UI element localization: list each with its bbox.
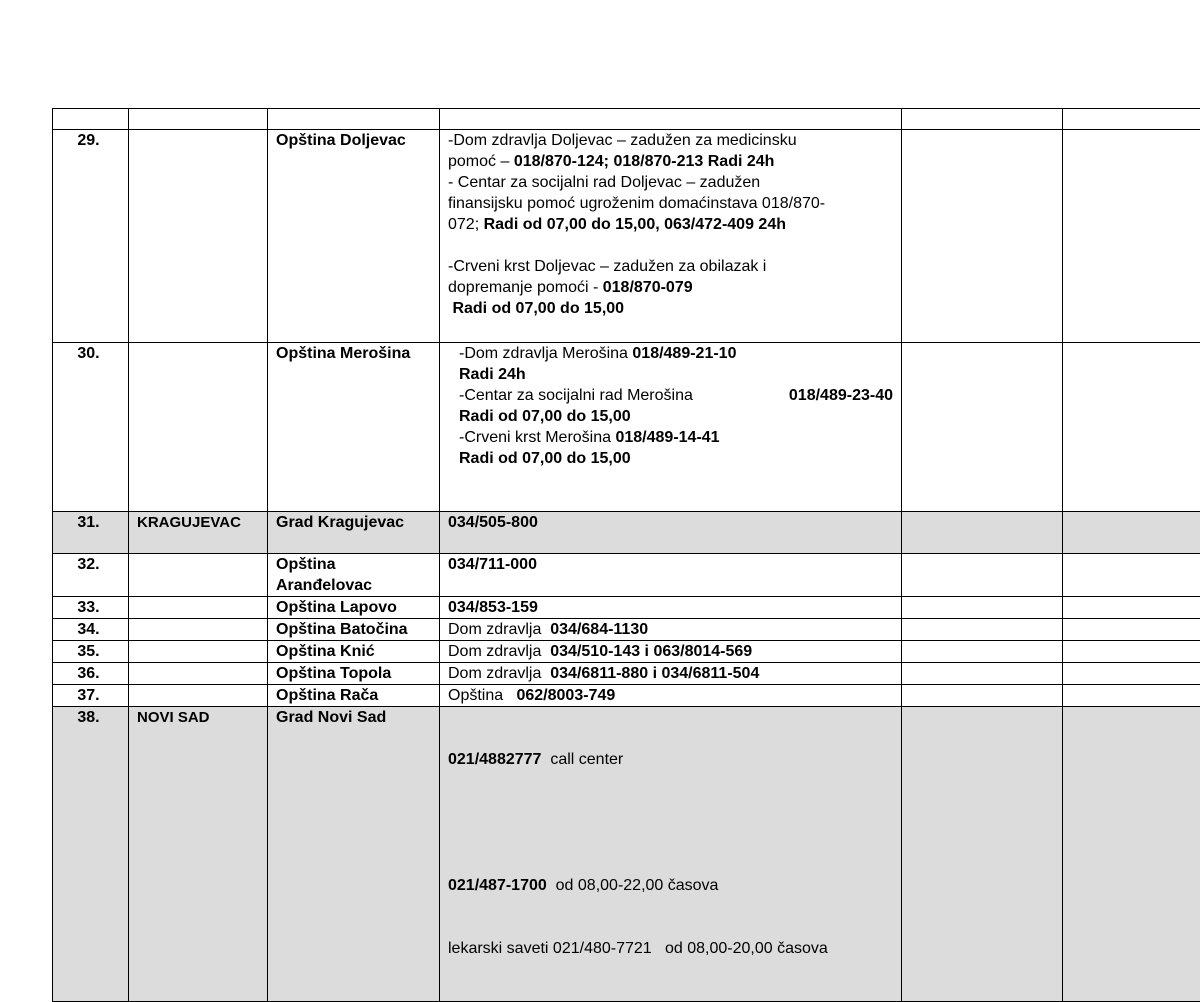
info-line: dopremanje pomoći - 018/870-079 bbox=[448, 277, 893, 298]
municipality-name: Opština Batočina bbox=[268, 619, 440, 641]
info-prefix: Dom zdravlja bbox=[448, 665, 550, 682]
phone-number: 062/8003-749 bbox=[516, 687, 615, 704]
contact-table bbox=[52, 108, 1200, 1002]
cell-empty bbox=[1063, 130, 1200, 343]
phone-number: 018/489-21-10 bbox=[632, 345, 736, 362]
info-prefix: Dom zdravlja bbox=[448, 621, 550, 638]
municipality-name: Opština Rača bbox=[268, 685, 440, 707]
cell-empty bbox=[440, 109, 902, 130]
region-name bbox=[129, 685, 268, 707]
row-number: 30. bbox=[53, 343, 129, 512]
table-row bbox=[53, 597, 1200, 619]
row-number: 37. bbox=[53, 685, 129, 707]
cell-empty bbox=[1063, 554, 1200, 597]
cell-empty bbox=[902, 130, 1063, 343]
info-prefix: Dom zdravlja bbox=[448, 643, 550, 660]
phone-number: 021/4882777 bbox=[448, 751, 541, 768]
info-line: 021/4882777 call center bbox=[448, 749, 893, 770]
cell-empty bbox=[1063, 663, 1200, 685]
working-hours: Radi od 07,00 do 15,00, 063/472-409 24h bbox=[484, 216, 786, 233]
contact-info bbox=[440, 343, 902, 512]
phone-number: 034/505-800 bbox=[440, 512, 902, 554]
row-number: 35. bbox=[53, 641, 129, 663]
cell-empty bbox=[1063, 343, 1200, 512]
phone-number: 034/853-159 bbox=[440, 597, 902, 619]
region-name bbox=[129, 343, 268, 512]
cell-empty bbox=[902, 641, 1063, 663]
contact-info bbox=[440, 663, 902, 685]
cell-empty bbox=[902, 685, 1063, 707]
phone-number: 034/684-1130 bbox=[550, 621, 648, 638]
cell-empty bbox=[129, 109, 268, 130]
cell-empty bbox=[902, 619, 1063, 641]
cell-empty bbox=[902, 597, 1063, 619]
row-number: 34. bbox=[53, 619, 129, 641]
phone-number: 021/487-1700 bbox=[448, 877, 547, 894]
contact-info bbox=[440, 130, 902, 343]
region-name bbox=[129, 130, 268, 343]
cell-empty bbox=[53, 109, 129, 130]
phone-number: 018/489-14-41 bbox=[615, 429, 719, 446]
row-number: 31. bbox=[53, 512, 129, 554]
contact-info bbox=[440, 641, 902, 663]
row-number: 38. bbox=[53, 707, 129, 1002]
cell-empty bbox=[1063, 619, 1200, 641]
info-line: 072; Radi od 07,00 do 15,00, 063/472-409 24h bbox=[448, 214, 893, 235]
info-line: - Centar za socijalni rad Doljevac – zadužen bbox=[448, 172, 893, 193]
table-row bbox=[53, 685, 1200, 707]
cell-empty bbox=[1063, 685, 1200, 707]
table-row bbox=[53, 663, 1200, 685]
contact-info bbox=[440, 685, 902, 707]
region-name bbox=[129, 597, 268, 619]
phone-number: 018/489-23-40 bbox=[789, 385, 893, 406]
region-name bbox=[129, 663, 268, 685]
cell-empty bbox=[902, 512, 1063, 554]
region-name bbox=[129, 619, 268, 641]
contact-info bbox=[440, 707, 902, 1002]
cell-empty bbox=[902, 109, 1063, 130]
municipality-name: Opština Knić bbox=[268, 641, 440, 663]
info-line: -Dom zdravlja Merošina 018/489-21-10 bbox=[459, 343, 893, 364]
phone-number: 018/870-079 bbox=[603, 279, 693, 296]
municipality-name: Opština Topola bbox=[268, 663, 440, 685]
info-prefix: Opština bbox=[448, 687, 516, 704]
working-hours: Radi od 07,00 do 15,00 bbox=[459, 448, 893, 469]
working-hours: Radi od 07,00 do 15,00 bbox=[459, 406, 893, 427]
region-name: KRAGUJEVAC bbox=[129, 512, 268, 554]
row-number: 29. bbox=[53, 130, 129, 343]
cell-empty bbox=[902, 554, 1063, 597]
info-line: -Crveni krst Merošina 018/489-14-41 bbox=[459, 427, 893, 448]
region-name bbox=[129, 641, 268, 663]
info-line: -Dom zdravlja Doljevac – zadužen za medicinsku bbox=[448, 130, 893, 151]
working-hours: Radi od 07,00 do 15,00 bbox=[448, 298, 893, 319]
phone-number: 034/711-000 bbox=[440, 554, 902, 597]
cell-empty bbox=[902, 707, 1063, 1002]
row-number: 36. bbox=[53, 663, 129, 685]
cell-empty bbox=[902, 343, 1063, 512]
row-number: 33. bbox=[53, 597, 129, 619]
municipality-name: Grad Novi Sad bbox=[268, 707, 440, 1002]
cell-empty bbox=[1063, 512, 1200, 554]
municipality-name: Opština Merošina bbox=[268, 343, 440, 512]
table-row bbox=[53, 641, 1200, 663]
contact-info bbox=[440, 619, 902, 641]
municipality-name: Opština Lapovo bbox=[268, 597, 440, 619]
phone-number: 034/6811-880 i 034/6811-504 bbox=[550, 665, 759, 682]
cell-empty bbox=[1063, 597, 1200, 619]
info-line: pomoć – 018/870-124; 018/870-213 Radi 24h bbox=[448, 151, 893, 172]
municipality-name: Opština Doljevac bbox=[268, 130, 440, 343]
phone-number: 034/510-143 i 063/8014-569 bbox=[550, 643, 752, 660]
phone-number: 018/870-124; 018/870-213 Radi 24h bbox=[514, 153, 775, 170]
info-line: -Crveni krst Doljevac – zadužen za obilazak i bbox=[448, 256, 893, 277]
municipality-name: Opština Aranđelovac bbox=[268, 554, 440, 597]
info-line: finansijsku pomoć ugroženim domaćinstava 018/870- bbox=[448, 193, 893, 214]
region-name: NOVI SAD bbox=[129, 707, 268, 1002]
working-hours: Radi 24h bbox=[459, 364, 893, 385]
table-row-top bbox=[53, 109, 1200, 130]
row-number: 32. bbox=[53, 554, 129, 597]
table-row bbox=[53, 554, 1200, 597]
table-row bbox=[53, 343, 1200, 512]
cell-empty bbox=[1063, 707, 1200, 1002]
cell-empty bbox=[268, 109, 440, 130]
cell-empty bbox=[902, 663, 1063, 685]
info-line: lekarski saveti 021/480-7721 od 08,00-20,00 časova bbox=[448, 938, 893, 959]
table-row bbox=[53, 130, 1200, 343]
table-row bbox=[53, 619, 1200, 641]
table-row bbox=[53, 512, 1200, 554]
cell-empty bbox=[1063, 641, 1200, 663]
info-line: -Centar za socijalni rad Merošina 018/489-23-40 bbox=[459, 385, 893, 406]
municipality-name: Grad Kragujevac bbox=[268, 512, 440, 554]
table-row bbox=[53, 707, 1200, 1002]
region-name bbox=[129, 554, 268, 597]
cell-empty bbox=[1063, 109, 1200, 130]
info-line: 021/487-1700 od 08,00-22,00 časova bbox=[448, 875, 893, 896]
